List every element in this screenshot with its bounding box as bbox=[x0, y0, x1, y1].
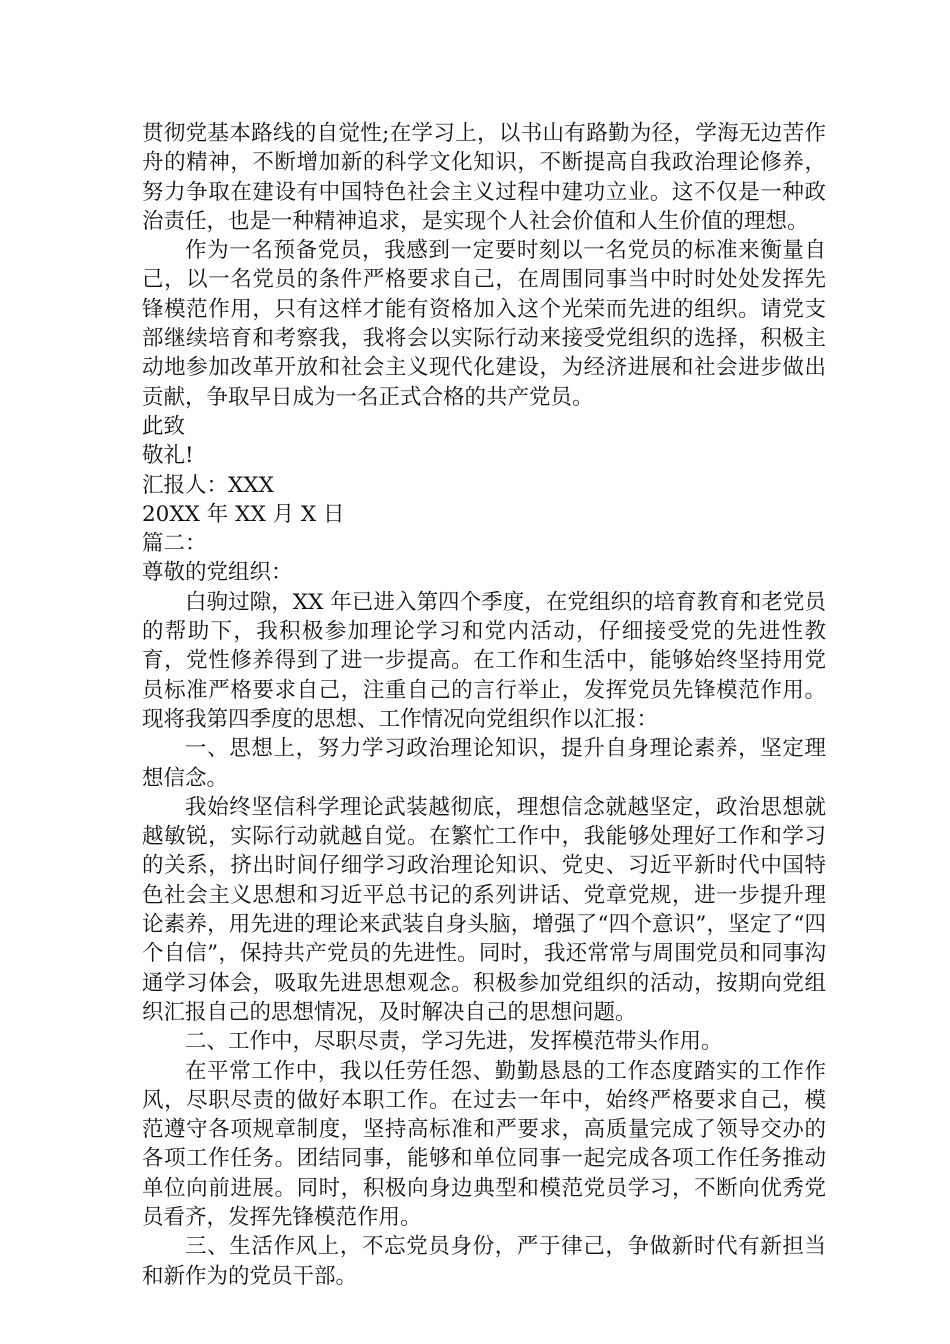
closing-regards: 敬礼! bbox=[142, 443, 194, 469]
paragraph-work-detail: 在平常工作中，我以任劳任怨、勤勤恳恳的工作态度踏实的工作作风，尽职尽责的做好本职工作。在过去一年中，始终严格要求自己，模范遵守各项规章制度，坚持高标准和严要求，高质量完成了领导交办的各项工作任务。团结同事，能够和单位同事一起完成各项工作任务推动单位向前进展。同时，积极向身边典型和模范党员学习，不断向优秀党员看齐，发挥先锋模范作用。 bbox=[142, 1058, 826, 1230]
greeting: 尊敬的党组织： bbox=[142, 560, 293, 586]
heading-lifestyle: 三、生活作风上，不忘党员身份，严于律己，争做新时代有新担当和新作为的党员干部。 bbox=[142, 1234, 826, 1289]
paragraph-fourth-quarter-intro: 白驹过隙，XX 年已进入第四个季度，在党组织的培育教育和老党员的帮助下，我积极参加理论学习和党内活动，仔细接受党的先进性教育，党性修养得到了进一步提高。在工作和生活中，能够始终坚持用党员标准严格要求自己，注重自己的言行举止，发挥党员先锋模范作用。现将我第四季度的思想、工作情况向党组织作以汇报： bbox=[142, 589, 826, 732]
report-date: 20XX 年 XX 月 X 日 bbox=[142, 501, 345, 527]
heading-work: 二、工作中，尽职尽责，学习先进，发挥模范带头作用。 bbox=[185, 1029, 723, 1055]
paragraph-ideology-detail: 我始终坚信科学理论武装越彻底，理想信念就越坚定，政治思想就越敏锐，实际行动就越自觉。在繁忙工作中，我能够处理好工作和学习的关系，挤出时间仔细学习政治理论知识、党史、习近平新时代中国特色社会主义思想和习近平总书记的系列讲话、党章党规，进一步提升理论素养，用先进的理论来武装自身头脑，增强了“四个意识”，坚定了“四个自信”，保持共产党员的先进性。同时，我还常常与周围党员和同事沟通学习体会，吸取先进思想观念。积极参加党组织的活动，按期向党组织汇报自己的思想情况，及时解决自己的思想问题。 bbox=[142, 794, 826, 1025]
heading-ideology: 一、思想上，努力学习政治理论知识，提升自身理论素养，坚定理想信念。 bbox=[142, 736, 826, 791]
section-heading-part-two: 篇二： bbox=[142, 531, 207, 557]
closing-salutation: 此致 bbox=[142, 413, 186, 439]
paragraph-probationary-member: 作为一名预备党员，我感到一定要时刻以一名党员的标准来衡量自己，以一名党员的条件严格要求自己，在周围同事当中时时处处发挥先锋模范作用，只有这样才能有资格加入这个光荣而先进的组织。请党支部继续培育和考察我，我将会以实际行动来接受党组织的选择，积极主动地参加改革开放和社会主义现代化建设，为经济进展和社会进步做出贡献，争取早日成为一名正式合格的共产党员。 bbox=[142, 238, 826, 410]
paragraph-party-line-study: 贯彻党基本路线的自觉性;在学习上，以书山有路勤为径，学海无边苦作舟的精神，不断增加新的科学文化知识，不断提高自我政治理论修养，努力争取在建设有中国特色社会主义过程中建功立业。这不仅是一种政治责任，也是一种精神追求，是实现个人社会价值和人生价值的理想。 bbox=[142, 121, 826, 234]
document-body bbox=[142, 119, 826, 1291]
reporter-name: 汇报人：XXX bbox=[142, 472, 274, 498]
